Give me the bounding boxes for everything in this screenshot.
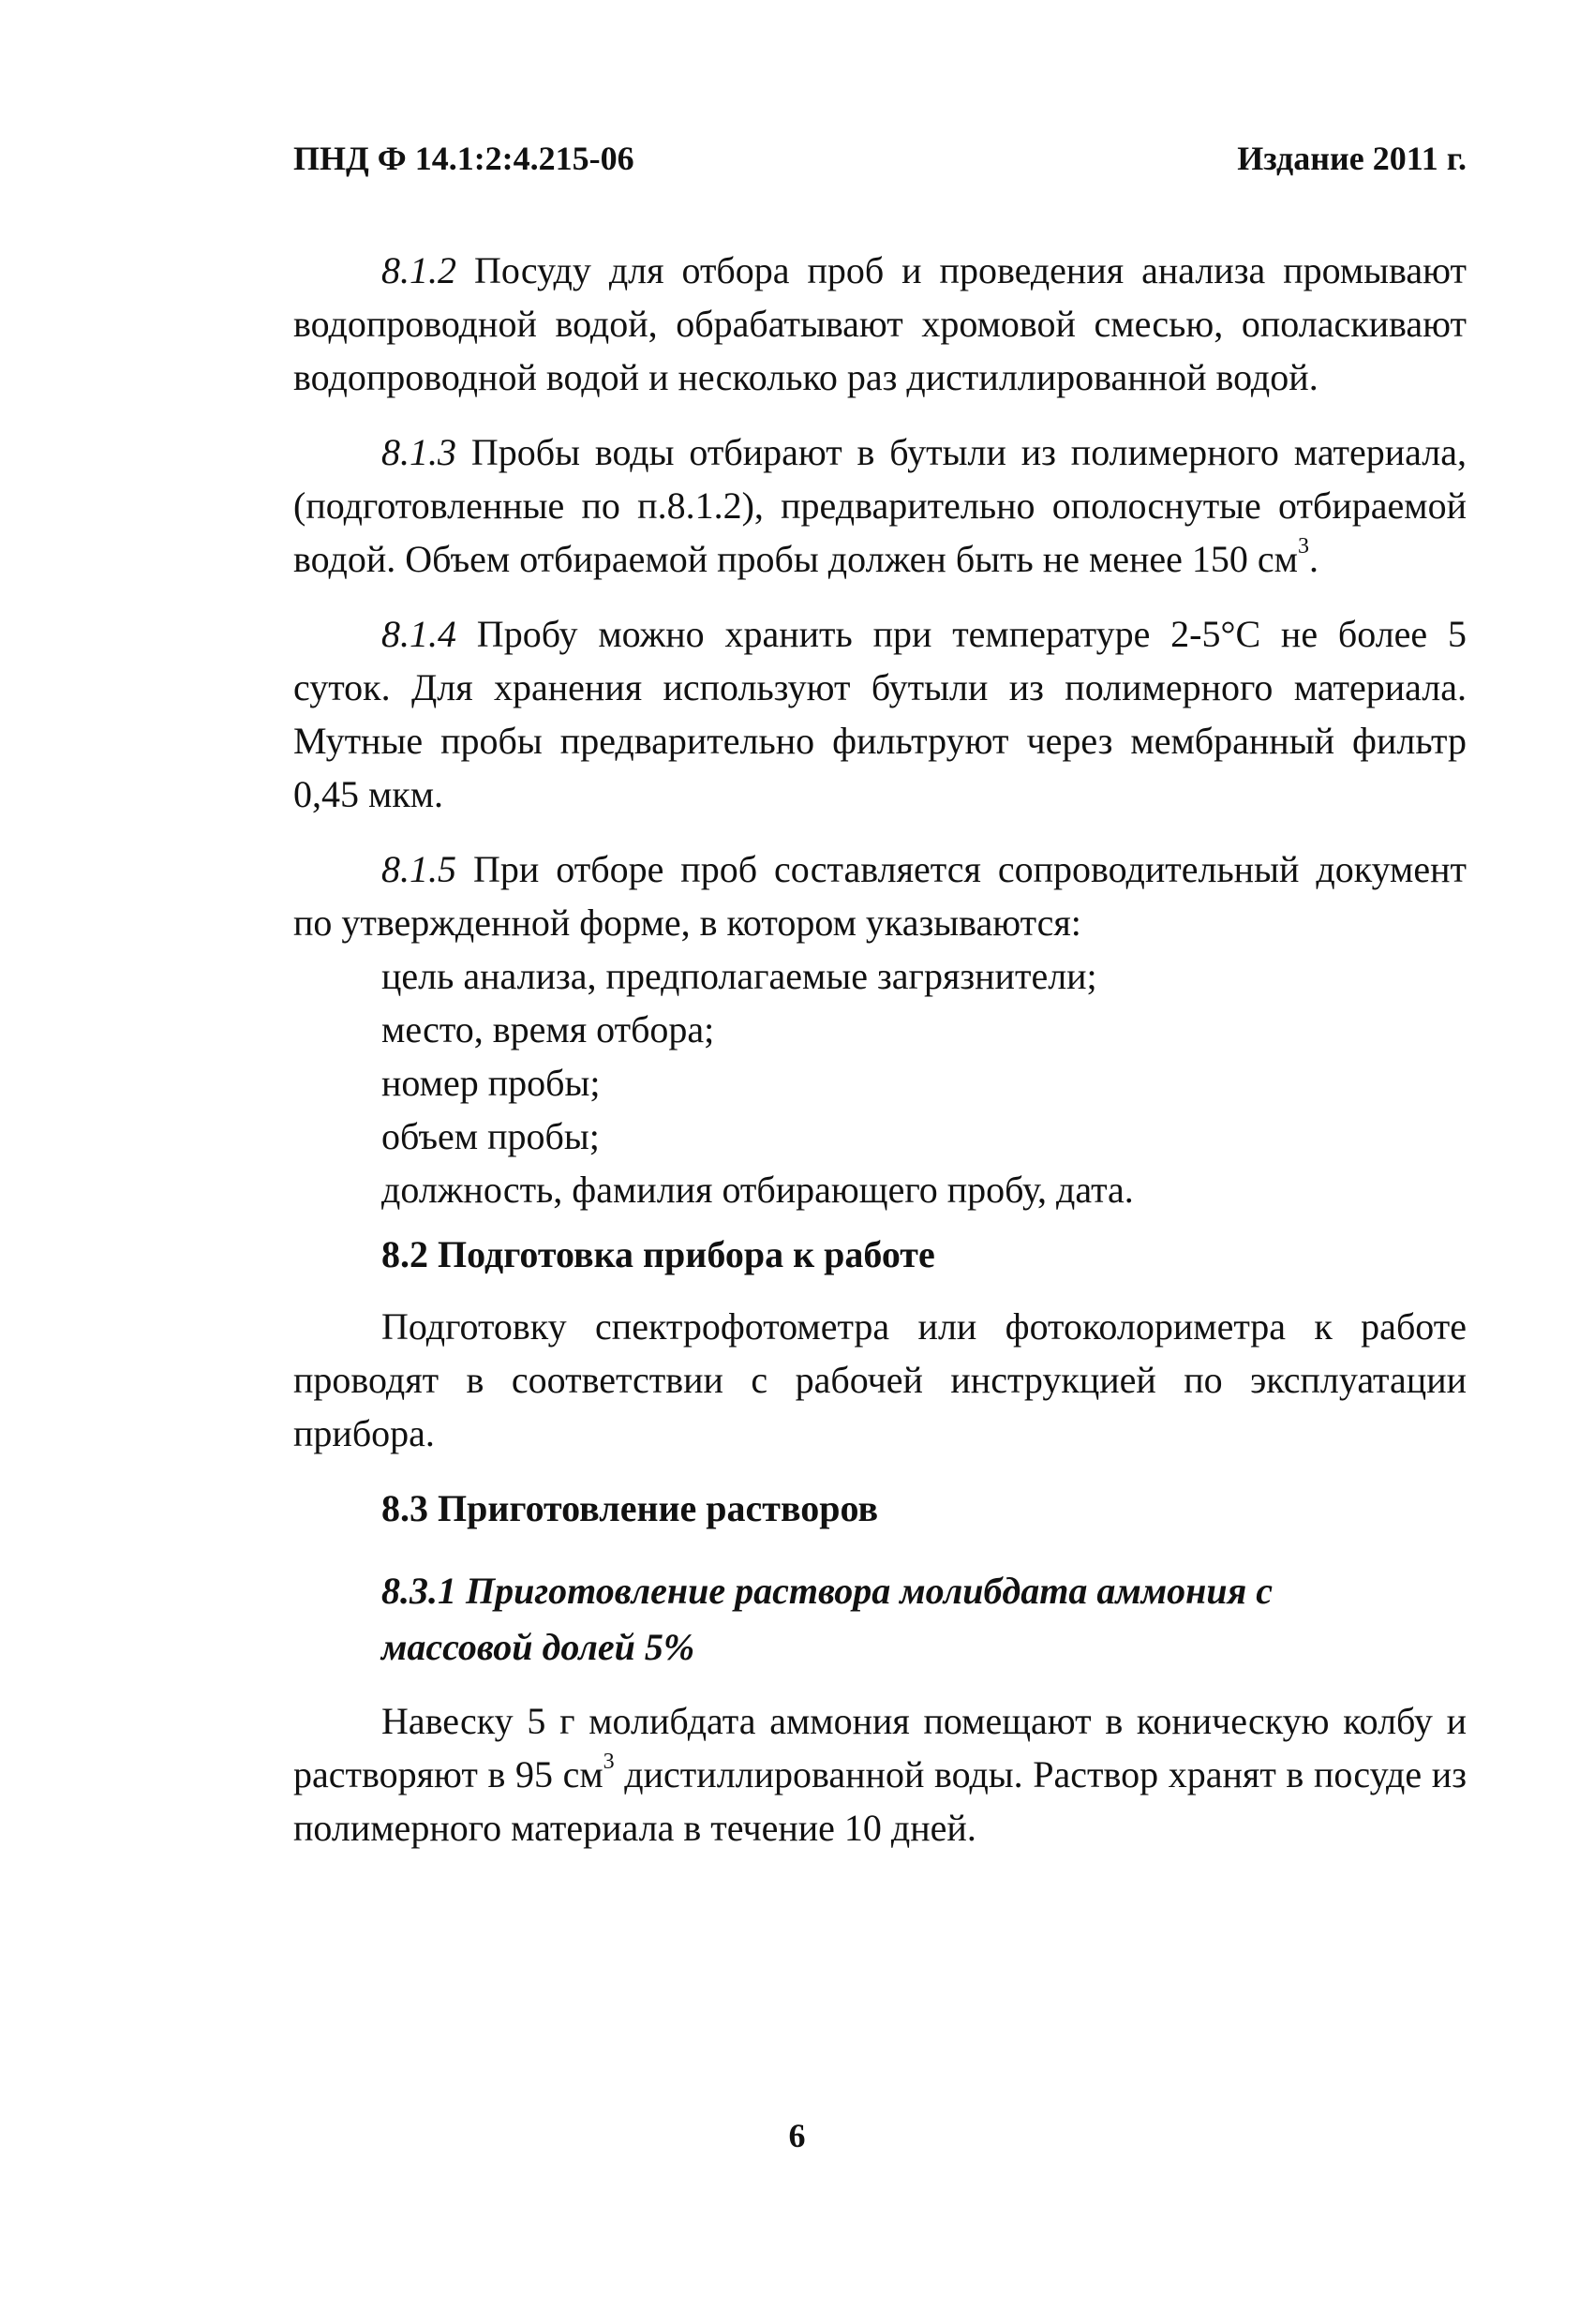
section-heading-8-2: 8.2 Подготовка прибора к работе (381, 1233, 935, 1275)
clause-number: 8.1.2 (381, 249, 456, 291)
superscript: 3 (603, 1749, 615, 1774)
clause-number: 8.1.5 (381, 848, 456, 890)
subsection-heading-8-3-1: 8.3.1 Приготовление раствора молибдата аммония с (381, 1570, 1273, 1612)
clause-number: 8.1.3 (381, 431, 456, 473)
list-item: номер пробы; (381, 1062, 601, 1104)
list-item: место, время отбора; (381, 1008, 715, 1050)
subsection-heading-8-3-1-line2: массовой долей 5% (381, 1626, 695, 1668)
paragraph-8-2: Подготовку спектрофотометра или фотоколориметра к работе проводят в соответствии с рабочей инструкцией по эксплуатации прибора. (293, 1305, 1467, 1454)
paragraph-8-1-5 (293, 842, 1467, 949)
list-item: объем пробы; (381, 1115, 600, 1157)
sample-document-fields-list (381, 949, 1467, 1216)
paragraph-text: Пробу можно хранить при температуре 2-5°С не более 5 суток. Для хранения используют бутыли из полимерного материала. Мутные пробы предварительно фильтруют через мембранный фильтр 0,45 мкм. (293, 613, 1467, 815)
paragraph-text: Навеску 5 г молибдата аммония помещают в коническую колбу и растворяют в 95 см (293, 1700, 1467, 1795)
paragraph-8-1-4 (293, 607, 1467, 821)
document-code: ПНД Ф 14.1:2:4.215-06 (293, 140, 634, 177)
list-item: должность, фамилия отбирающего пробу, дата. (381, 1169, 1134, 1211)
paragraph-tail: . (1309, 538, 1318, 580)
section-heading-8-3: 8.3 Приготовление растворов (381, 1487, 879, 1529)
page-number: 6 (788, 2117, 806, 2154)
paragraph-text: Посуду для отбора проб и проведения анализа промывают водопроводной водой, обрабатывают хромовой смесью, ополаскивают водопроводной водой и несколько раз дистиллированной водой. (293, 249, 1467, 398)
superscript: 3 (1298, 533, 1309, 559)
paragraph-8-3-1 (293, 1694, 1467, 1855)
paragraph-text: Пробы воды отбирают в бутыли из полимерного материала, (подготовленные по п.8.1.2), предварительно ополоснутые отбираемой водой. Объем отбираемой пробы должен быть не менее 150 см (293, 431, 1467, 580)
clause-number: 8.1.4 (381, 613, 456, 655)
paragraph-8-1-2 (293, 244, 1467, 404)
paragraph-text: При отборе проб составляется сопроводительный документ по утвержденной форме, в котором указываются: (293, 848, 1467, 944)
paragraph-8-1-3 (293, 425, 1467, 586)
list-item: цель анализа, предполагаемые загрязнители; (381, 955, 1097, 997)
edition-label: Издание 2011 г. (1237, 140, 1467, 177)
paragraph-tail: дистиллированной воды. Раствор хранят в посуде из полимерного материала в течение 10 дней. (293, 1753, 1467, 1849)
page-body (293, 244, 1467, 1855)
